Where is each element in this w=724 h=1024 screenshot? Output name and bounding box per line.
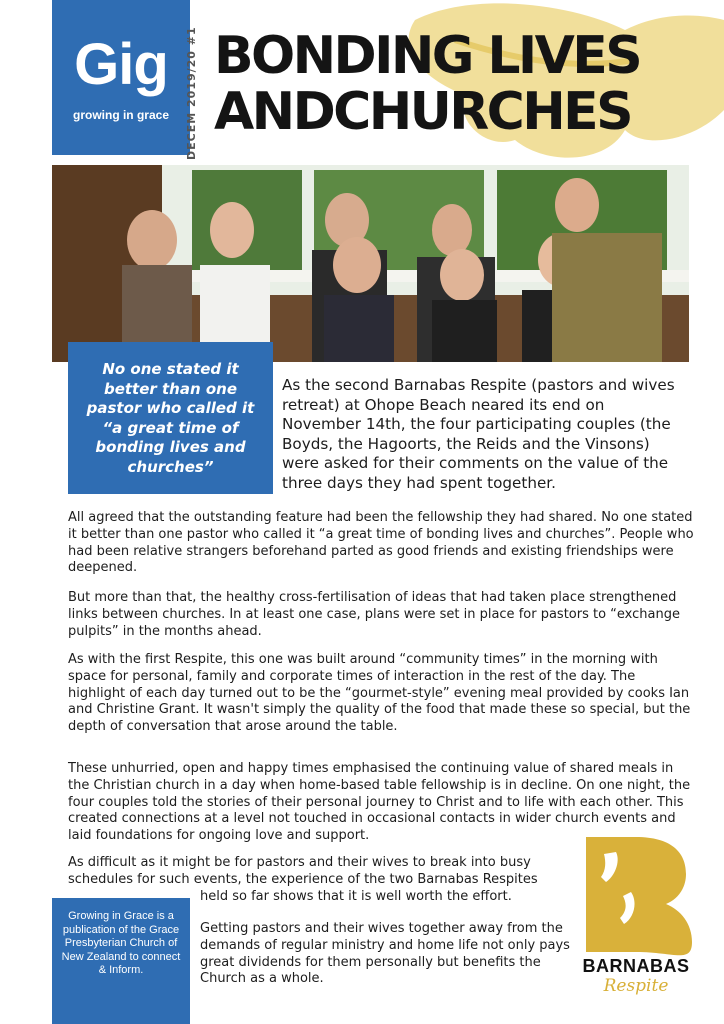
body-paragraph-4: These unhurried, open and happy times emphasised the continuing value of shared meals in the Christian church in a day when home-based table fellowship is in decline. On one night, the four couples told the stories of their personal journey to Christ and to life with each other. This created connections at a level not touched in occasional contacts in wider church events and laid foundations for ongoing love and support. <box>68 761 691 844</box>
issue-label: DECEM 2019/20 #1 <box>185 26 198 160</box>
intro-paragraph: As the second Barnabas Respite (pastors and wives retreat) at Ohope Beach neared its end on November 14th, the four participating couples (the Boyds, the Hagoorts, the Reids and the Vinsons) were asked for their comments on the value of the three days they had spent together. <box>282 376 675 492</box>
headline-line-1: BONDING LIVES <box>214 26 641 86</box>
masthead-logo-block <box>52 0 190 155</box>
body-paragraph-1: All agreed that the outstanding feature had been the fellowship they had shared. No one stated it better than one pastor who called it “a great time of bonding lives and churches”. People who had been relative strangers beforehand parted as good friends and existing friendships were deepened. <box>68 510 694 576</box>
body-paragraph-5-start: As difficult as it might be for pastors and their wives to break into busy schedules for such events, the experience of the two Barnabas Respites <box>68 855 538 887</box>
group-photo <box>52 165 689 362</box>
masthead-tagline: growing in grace <box>72 108 169 122</box>
pull-quote: No one stated it better than one pastor who called it “a great time of bonding lives and churches” <box>68 342 273 494</box>
body-paragraph-5-end: held so far shows that it is well worth the effort. <box>200 889 512 904</box>
gig-logo: Gig <box>74 32 168 97</box>
body-paragraph-2: But more than that, the healthy cross-fertilisation of ideas that had taken place strengthened links between churches. In at least one case, plans were set in place for pastors to “exchange pulpits” in the months ahead. <box>68 590 680 639</box>
body-paragraph-3: As with the first Respite, this one was built around “community times” in the morning with space for personal, family and corporate times of interaction in the rest of the day. The highlight of each day turned out to be the “gourmet-style” evening meal provided by cooks Ian and Christine Grant. It wasn't simply the quality of the food that made these so special, but the depth of conversation that arose around the table. <box>68 652 691 735</box>
headline-line-2: ANDCHURCHES <box>214 82 631 142</box>
barnabas-subtitle: Respite <box>603 976 669 996</box>
body-paragraph-6: Getting pastors and their wives together away from the demands of regular ministry and home life not only pays great dividends for them personally but benefits the Church as a whole. <box>200 921 570 987</box>
publisher-note: Growing in Grace is a publication of the Grace Presbyterian Church of New Zealand to connect & Inform. <box>52 898 190 1024</box>
headline <box>214 28 704 140</box>
barnabas-name: BARNABAS <box>582 956 690 976</box>
